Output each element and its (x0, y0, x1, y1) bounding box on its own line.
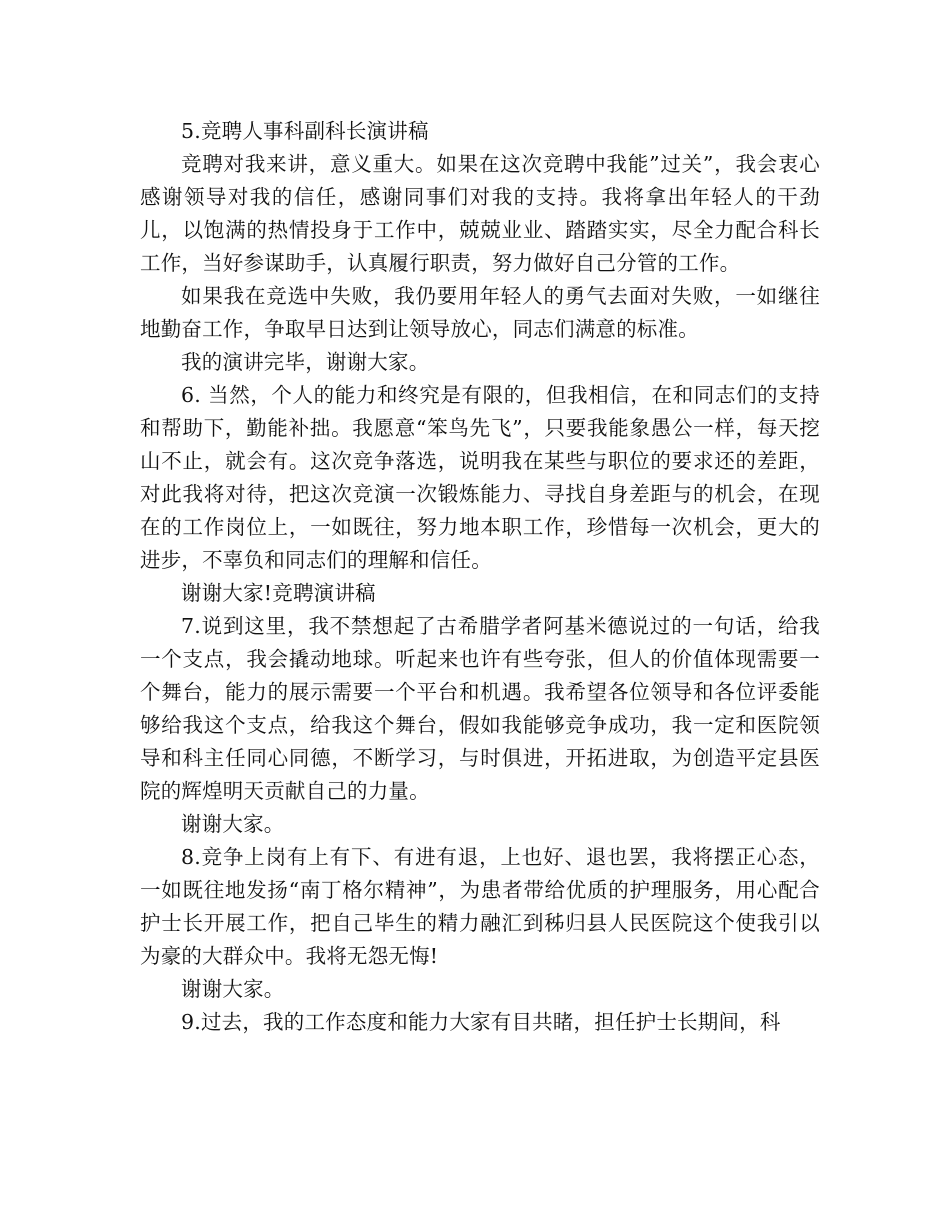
document-body (140, 115, 820, 1039)
paragraph: 我的演讲完毕，谢谢大家。 (181, 350, 430, 374)
paragraph-heading-5: 5.竞聘人事科副科长演讲稿 (181, 119, 429, 143)
paragraph: 谢谢大家!竞聘演讲稿 (181, 581, 376, 605)
paragraph: 6. 当然，个人的能力和终究是有限的，但我相信，在和同志们的支持和帮助下，勤能补拙。我愿意“笨鸟先飞”，只要我能象愚公一样，每天挖山不止，就会有。这次竞争落选，说明我在某些与职位的要求还的差距，对此我将对待，把这次竞演一次锻炼能力、寻找自身差距与的机会，在现在的工作岗位上，一如既往，努力地本职工作，珍惜每一次机会，更大的进步，不辜负和同志们的理解和信任。 (140, 383, 820, 572)
paragraph: 9.过去，我的工作态度和能力大家有目共睹，担任护士长期间，科 (181, 1010, 781, 1034)
paragraph: 如果我在竞选中失败，我仍要用年轻人的勇气去面对失败，一如继往地勤奋工作，争取早日达到让领导放心，同志们满意的标准。 (140, 284, 820, 341)
paragraph: 8.竞争上岗有上有下、有进有退，上也好、退也罢，我将摆正心态，一如既往地发扬“南丁格尔精神”，为患者带给优质的护理服务，用心配合护士长开展工作，把自己毕生的精力融汇到秭归县人民医院这个使我引以为豪的大群众中。我将无怨无悔! (140, 845, 820, 968)
paragraph: 7.说到这里，我不禁想起了古希腊学者阿基米德说过的一句话，给我一个支点，我会撬动地球。听起来也许有些夸张，但人的价值体现需要一个舞台，能力的展示需要一个平台和机遇。我希望各位领导和各位评委能够给我这个支点，给我这个舞台，假如我能够竞争成功，我一定和医院领导和科主任同心同德，不断学习，与时俱进，开拓进取，为创造平定县医院的辉煌明天贡献自己的力量。 (140, 614, 820, 803)
paragraph: 竞聘对我来讲，意义重大。如果在这次竞聘中我能”过关”，我会衷心感谢领导对我的信任，感谢同事们对我的支持。我将拿出年轻人的干劲儿，以饱满的热情投身于工作中，兢兢业业、踏踏实实，尽全力配合科长工作，当好参谋助手，认真履行职责，努力做好自己分管的工作。 (140, 152, 820, 275)
paragraph: 谢谢大家。 (181, 812, 285, 836)
paragraph: 谢谢大家。 (181, 977, 285, 1001)
